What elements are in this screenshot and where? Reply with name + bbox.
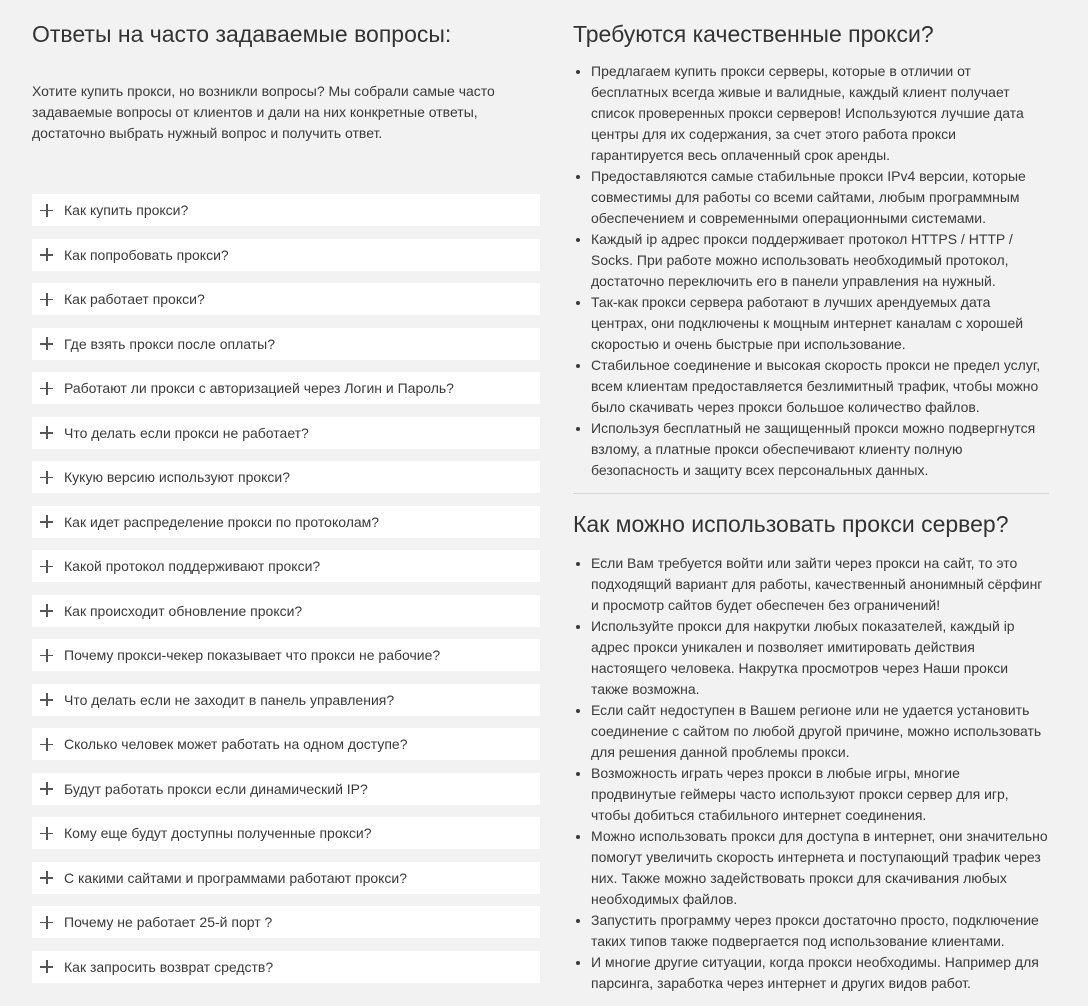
faq-item[interactable] — [32, 283, 540, 315]
faq-item[interactable] — [32, 951, 540, 983]
list-item: • Если сайт недоступен в Вашем регионе или не удается установить соединение с сайтом по любой другой причине, можно использовать для решения данной проблемы прокси. — [591, 700, 1049, 763]
faq-question: Что делать если прокси не работает? — [64, 424, 309, 441]
section-divider — [573, 493, 1049, 494]
faq-question: Как купить прокси? — [64, 202, 189, 218]
faq-item[interactable] — [32, 550, 540, 582]
faq-title: Ответы на часто задаваемые вопросы: — [32, 21, 452, 47]
faq-item[interactable] — [32, 372, 540, 404]
plus-icon — [40, 248, 53, 261]
plus-icon — [40, 649, 53, 662]
faq-item[interactable] — [32, 595, 540, 627]
list-item: • Каждый ip адрес прокси поддерживает протокол HTTPS / HTTP / Socks. При работе можно использовать необходимый протокол, достаточно переключить его в панели управления на нужный. — [591, 229, 1049, 292]
faq-question: Как запросить возврат средств? — [64, 958, 274, 975]
plus-icon — [40, 693, 53, 706]
faq-question: Сколько человек может работать на одном доступе? — [64, 736, 408, 752]
faq-question: Почему не работает 25-й порт ? — [64, 914, 273, 930]
faq-question: Как идет распределение прокси по протоколам? — [64, 513, 380, 530]
plus-icon — [40, 960, 53, 973]
plus-icon — [40, 560, 53, 573]
plus-icon — [40, 916, 53, 929]
list-item: • Предлагаем купить прокси серверы, которые в отличии от бесплатных всегда живые и валидные, каждый клиент получает список проверенных прокси серверов! Используются лучшие дата центры для их содержания, за счет этого работа прокси гарантируется весь оплаченный срок аренды. — [591, 61, 1049, 166]
plus-icon — [40, 515, 53, 528]
faq-item[interactable] — [32, 417, 540, 449]
usage-title: Как можно использовать прокси сервер? — [573, 511, 1009, 537]
faq-item[interactable] — [32, 194, 540, 226]
list-item: • Стабильное соединение и высокая скорость прокси не предел услуг, всем клиентам предоставляется безлимитный трафик, чтобы можно было скачивать через прокси большое количество файлов. — [591, 355, 1049, 418]
faq-accordion — [32, 194, 540, 995]
plus-icon — [40, 738, 53, 751]
quality-title: Требуются качественные прокси? — [573, 21, 934, 47]
list-item: • Если Вам требуется войти или зайти через прокси на сайт, то это подходящий вариант для работы, качественный анонимный сёрфинг и просмотр сайтов будет обеспечен без ограничений! — [591, 553, 1049, 616]
list-item: • Так-как прокси сервера работают в лучших арендуемых дата центрах, они подключены к мощным интернет каналам с хорошей скоростью и очень быстрые при использование. — [591, 292, 1049, 355]
faq-question: Как попробовать прокси? — [64, 246, 229, 263]
plus-icon — [40, 827, 53, 840]
faq-item[interactable] — [32, 684, 540, 716]
list-item: • Предоставляются самые стабильные прокси IPv4 версии, которые совместимы для работы со всеми сайтами, любым программным обеспечением и современными операционными системами. — [591, 166, 1049, 229]
faq-item[interactable] — [32, 906, 540, 938]
plus-icon — [40, 426, 53, 439]
list-item: • Можно использовать прокси для доступа в интернет, они значительно помогут увеличить скорость интернета и поступающий трафик через них. Также можно задействовать прокси для скачивания любых необходимых файлов. — [591, 826, 1049, 910]
faq-question: Кукую версию используют прокси? — [64, 469, 291, 485]
faq-question: Почему прокси-чекер показывает что прокси не рабочие? — [64, 647, 441, 663]
faq-question: Что делать если не заходит в панель управления? — [64, 691, 395, 708]
faq-item[interactable] — [32, 639, 540, 671]
plus-icon — [40, 871, 53, 884]
faq-question: Будут работать прокси если динамический IP? — [64, 780, 368, 797]
plus-icon — [40, 204, 53, 217]
faq-item[interactable] — [32, 817, 540, 849]
faq-question: Работают ли прокси с авторизацией через Логин и Пароль? — [64, 380, 454, 396]
plus-icon — [40, 293, 53, 306]
faq-question: Какой протокол поддерживают прокси? — [64, 558, 321, 574]
plus-icon — [40, 604, 53, 617]
faq-item[interactable] — [32, 239, 540, 271]
plus-icon — [40, 471, 53, 484]
plus-icon — [40, 782, 53, 795]
faq-item[interactable] — [32, 728, 540, 760]
usage-list — [573, 553, 1049, 994]
faq-question: Как происходит обновление прокси? — [64, 602, 303, 619]
faq-item[interactable] — [32, 506, 540, 538]
list-item: • Запустить программу через прокси достаточно просто, подключение таких типов также подвергается под использование клиентами. — [591, 910, 1049, 952]
list-item: • Используйте прокси для накрутки любых показателей, каждый ip адрес прокси уникален и позволяет имитировать действия настоящего человека. Накрутка просмотров через Наши прокси также возможна. — [591, 616, 1049, 700]
faq-question: Как работает прокси? — [64, 291, 205, 307]
faq-item[interactable] — [32, 328, 540, 360]
plus-icon — [40, 337, 53, 350]
plus-icon — [40, 382, 53, 395]
faq-question: Где взять прокси после оплаты? — [64, 335, 275, 352]
faq-intro: Хотите купить прокси, но возникли вопросы? Мы собрали самые часто задаваемые вопросы от клиентов и дали на них конкретные ответы, достаточно выбрать нужный вопрос и получить ответ. — [32, 83, 495, 141]
list-item: • И многие другие ситуации, когда прокси необходимы. Например для парсинга, заработка через интернет и других видов работ. — [591, 952, 1049, 994]
faq-item[interactable] — [32, 862, 540, 894]
quality-list — [573, 61, 1049, 481]
faq-question: Кому еще будут доступны полученные прокси? — [64, 825, 372, 841]
list-item: • Возможность играть через прокси в любые игры, многие продвинутые геймеры часто используют прокси сервер для игр, чтобы добиться стабильного интернет соединения. — [591, 763, 1049, 826]
faq-item[interactable] — [32, 773, 540, 805]
list-item: • Используя бесплатный не защищенный прокси можно подвергнутся взлому, а платные прокси обеспечивают клиенту полную безопасность и защиту всех персональных данных. — [591, 418, 1049, 481]
faq-question: С какими сайтами и программами работают прокси? — [64, 869, 408, 886]
faq-item[interactable] — [32, 461, 540, 493]
